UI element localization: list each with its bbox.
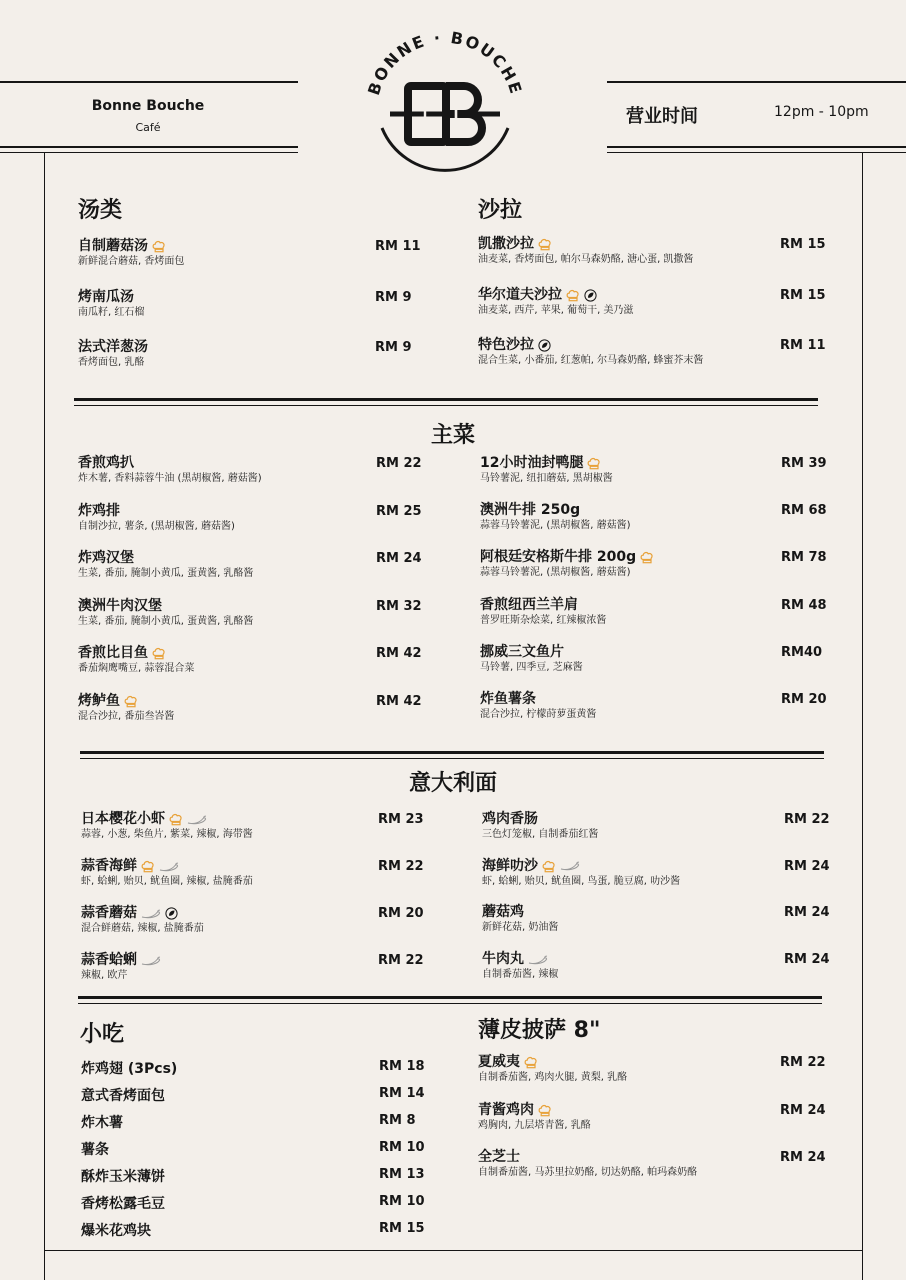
menu-item-price: RM 23: [378, 812, 424, 827]
menu-item-name: 烤鲈鱼: [78, 693, 120, 709]
menu-item: [78, 238, 184, 268]
menu-item: [78, 503, 235, 533]
divider-pasta-top-thin: [80, 758, 824, 759]
menu-item-name: 炸鱼薯条: [480, 691, 536, 707]
menu-item-price: RM 25: [376, 503, 422, 519]
snack-item-name: 香烤松露毛豆: [81, 1196, 165, 1212]
menu-item-name: 自制蘑菇汤: [78, 238, 148, 254]
menu-item-name-row: [78, 339, 148, 356]
header-line-left-top: [0, 81, 298, 83]
menu-item-price: RM 42: [376, 646, 422, 662]
menu-item: [78, 550, 253, 580]
vegetarian-icon: [538, 339, 551, 352]
header-line-right-top: [607, 81, 906, 83]
menu-item: [480, 644, 583, 674]
menu-item-description: 南瓜籽, 红石榴: [78, 306, 145, 318]
menu-item-name-row: [480, 502, 631, 519]
menu-item-price: RM 22: [378, 953, 424, 968]
menu-item-name-row: [480, 549, 654, 566]
chili-icon: [159, 862, 179, 872]
chef-hat-icon: [524, 1056, 538, 1069]
menu-item: [81, 952, 161, 982]
menu-item-price: RM 20: [781, 692, 827, 707]
menu-item-price: RM 20: [378, 906, 424, 921]
menu-item-name: 法式洋葱汤: [78, 339, 148, 355]
menu-item-description: 香烤面包, 乳酪: [78, 357, 145, 368]
menu-item: [78, 455, 262, 485]
pizza-section-title: 薄皮披萨 8": [478, 1018, 601, 1043]
brand-subtitle: Café: [135, 121, 161, 134]
menu-item-name-row: [78, 645, 194, 662]
snack-item-name: 炸木薯: [81, 1115, 123, 1131]
menu-item: [478, 287, 633, 317]
menu-item-name: 蒜香蘑菇: [81, 905, 137, 921]
menu-item-price: RM40: [781, 644, 823, 660]
mains-section-title: 主菜: [430, 423, 475, 448]
menu-item: [78, 289, 144, 319]
menu-item: [482, 904, 558, 934]
hours-label: 营业时间: [626, 106, 698, 127]
frame-right-line: [862, 152, 863, 1280]
menu-item-name-row: [482, 904, 558, 921]
snack-item-name: 酥炸玉米薄饼: [81, 1169, 165, 1185]
menu-item: [480, 549, 654, 579]
chef-hat-icon: [587, 457, 601, 470]
menu-item-name-row: [482, 811, 598, 828]
menu-item-price: RM 22: [378, 859, 424, 874]
menu-item: [78, 645, 194, 675]
brand-name: Bonne Bouche: [91, 98, 205, 114]
menu-item-name: 澳洲牛排 250g: [480, 502, 581, 519]
chili-icon: [187, 815, 207, 825]
divider-mains-top-thin: [74, 405, 818, 406]
menu-item-price: RM 68: [781, 503, 827, 519]
menu-item-name: 香煎纽西兰羊肩: [480, 596, 578, 613]
snack-item-name: 炸鸡翅 (3Pcs): [81, 1061, 178, 1077]
menu-item: [478, 1102, 591, 1132]
divider-snacks-top-thin: [78, 1003, 822, 1004]
menu-item: [81, 905, 204, 935]
menu-item-name-row: [81, 952, 161, 969]
menu-item-name-row: [480, 644, 583, 661]
chef-hat-icon: [640, 551, 654, 564]
menu-item-price: RM 15: [780, 237, 826, 252]
menu-item-name-row: [81, 905, 204, 922]
menu-item-price: RM 42: [376, 694, 422, 709]
menu-item-price: RM 24: [784, 858, 830, 874]
pasta-section-title: 意大利面: [408, 771, 497, 796]
snack-item-price: RM 15: [379, 1221, 425, 1236]
menu-item: [482, 951, 558, 981]
menu-item-description: 新鲜混合蘑菇, 香烤面包: [78, 256, 185, 267]
menu-item-description: 生菜, 番茄, 腌制小黄瓜, 蛋黄酱, 乳酪酱: [78, 568, 254, 580]
snack-item-name: 薯条: [81, 1142, 109, 1158]
menu-item-price: RM 32: [376, 598, 422, 614]
snack-item-price: RM 18: [379, 1059, 425, 1074]
menu-item: [478, 1054, 627, 1084]
menu-item: [81, 858, 253, 888]
menu-item-name-row: [78, 289, 144, 306]
chef-hat-icon: [152, 240, 166, 253]
menu-item: [478, 337, 703, 367]
menu-item-description: 虾, 蛤蜊, 贻贝, 鱿鱼圈, 鸟蛋, 脆豆腐, 叻沙酱: [482, 875, 681, 887]
menu-item: [78, 693, 174, 723]
menu-item: [78, 598, 253, 628]
menu-item-description: 虾, 蛤蜊, 贻贝, 鱿鱼圈, 辣椒, 盐腌番茄: [81, 876, 253, 887]
menu-item-description: 油麦菜, 香烤面包, 帕尔马森奶酪, 溏心蛋, 凯撒酱: [478, 254, 694, 265]
menu-item-name-row: [478, 1054, 627, 1071]
menu-item-price: RM 22: [780, 1055, 826, 1070]
menu-item-description: 生菜, 番茄, 腌制小黄瓜, 蛋黄酱, 乳酪酱: [78, 615, 254, 627]
menu-item-name: 阿根廷安格斯牛排 200g: [480, 549, 637, 566]
menu-item-name: 蒜香海鲜: [81, 858, 137, 874]
menu-item-name: 蒜香蛤蜊: [81, 952, 137, 968]
snack-item-price: RM 13: [379, 1167, 425, 1182]
menu-item-description: 混合鲜蘑菇, 辣椒, 盐腌番茄: [81, 923, 204, 934]
menu-item-name: 青酱鸡肉: [478, 1101, 534, 1118]
menu-item-name-row: [78, 503, 235, 520]
chef-hat-icon: [566, 289, 580, 302]
menu-item-description: 马铃薯, 四季豆, 芝麻酱: [480, 661, 583, 673]
menu-item-name: 香煎比目鱼: [78, 645, 148, 662]
vegetarian-icon: [165, 907, 178, 920]
divider-mains-top: [74, 398, 818, 401]
menu-item-price: RM 9: [375, 289, 412, 305]
snack-item-price: RM 10: [379, 1194, 425, 1209]
menu-item-name: 牛肉丸: [482, 951, 524, 968]
menu-item-name: 凯撒沙拉: [478, 236, 534, 252]
chili-icon: [528, 955, 548, 965]
chili-icon: [141, 909, 161, 919]
menu-item-description: 新鲜花菇, 奶油酱: [482, 922, 559, 934]
menu-item-description: 鸡胸肉, 九层塔青酱, 乳酪: [478, 1119, 591, 1131]
menu-item-name-row: [480, 691, 596, 708]
menu-item-price: RM 15: [780, 287, 826, 303]
menu-item-description: 马铃薯泥, 纽扣蘑菇, 黑胡椒酱: [480, 473, 613, 484]
menu-item-name-row: [482, 951, 558, 968]
menu-item: [480, 691, 596, 721]
frame-left-line: [44, 152, 45, 1280]
chef-hat-icon: [152, 647, 166, 660]
chef-hat-icon: [538, 238, 552, 251]
menu-item-name: 炸鸡排: [78, 502, 120, 519]
menu-item: [478, 1149, 697, 1179]
menu-item-name-row: [81, 811, 253, 828]
menu-item: [478, 236, 693, 266]
menu-item-name-row: [478, 1149, 697, 1166]
header-line-left-bottom: [0, 146, 298, 148]
menu-item-name-row: [478, 287, 633, 304]
menu-item-name-row: [478, 1102, 591, 1119]
menu-item: [482, 858, 680, 888]
menu-item-name: 海鲜叻沙: [482, 857, 538, 874]
chef-hat-icon: [124, 695, 138, 708]
hours-value: 12pm - 10pm: [774, 104, 869, 120]
menu-item-price: RM 24: [780, 1102, 826, 1118]
menu-item-name: 鸡肉香肠: [482, 811, 538, 827]
menu-item-price: RM 24: [784, 905, 830, 921]
menu-item-price: RM 11: [780, 338, 826, 353]
salad-section-title: 沙拉: [478, 198, 523, 223]
menu-item-name-row: [78, 693, 174, 710]
divider-snacks-top: [78, 996, 822, 999]
menu-item-name-row: [78, 455, 262, 472]
menu-item: [480, 502, 631, 532]
menu-item: [78, 339, 148, 369]
menu-item-name-row: [78, 598, 253, 615]
menu-item-name-row: [478, 236, 693, 253]
menu-item-name-row: [478, 337, 703, 354]
logo-arc-text: BONNE · BOUCHE: [364, 27, 526, 98]
menu-item-name-row: [480, 455, 613, 472]
header-line-right-bottom: [607, 146, 906, 148]
snack-item-price: RM 8: [379, 1113, 416, 1128]
menu-item-name-row: [78, 550, 253, 567]
menu-item-description: 混合沙拉, 柠檬莳萝蛋黄酱: [480, 709, 597, 720]
soup-section-title: 汤类: [78, 198, 123, 223]
menu-item: [482, 811, 598, 841]
snack-item-name: 爆米花鸡块: [81, 1223, 151, 1239]
snack-item-name: 意式香烤面包: [81, 1088, 165, 1104]
menu-item-name: 特色沙拉: [478, 337, 534, 353]
menu-item-description: 混合沙拉, 番茄叁峇酱: [78, 711, 175, 722]
chili-icon: [560, 861, 580, 871]
menu-item-description: 混合生菜, 小番茄, 红葱帕, 尔马森奶酪, 蜂蜜芥末酱: [478, 355, 704, 366]
menu-item-description: 三色灯笼椒, 自制番茄红酱: [482, 829, 599, 840]
menu-item-name: 全芝士: [478, 1149, 520, 1165]
menu-item-description: 油麦菜, 西芹, 苹果, 葡萄干, 美乃滋: [478, 304, 634, 316]
menu-item-name: 澳洲牛肉汉堡: [78, 597, 162, 614]
menu-item-name: 华尔道夫沙拉: [478, 286, 562, 303]
chili-icon: [141, 956, 161, 966]
menu-item-name-row: [78, 238, 184, 255]
menu-item-price: RM 22: [784, 812, 830, 827]
menu-item-price: RM 48: [781, 597, 827, 613]
bonne-bouche-logo: [360, 26, 530, 186]
menu-item-name: 挪威三文鱼片: [480, 643, 564, 660]
menu-item-price: RM 78: [781, 550, 827, 566]
menu-item-description: 自制番茄酱, 马苏里拉奶酪, 切达奶酪, 帕玛森奶酪: [478, 1167, 698, 1178]
divider-pasta-top: [80, 751, 824, 754]
menu-item-name-row: [81, 858, 253, 875]
menu-item-price: RM 39: [781, 456, 827, 471]
menu-item-description: 炸木薯, 香料蒜蓉牛油 (黑胡椒酱, 蘑菇酱): [78, 473, 262, 484]
chef-hat-icon: [542, 860, 556, 873]
menu-item-name: 12小时油封鸭腿: [480, 455, 584, 471]
menu-item-price: RM 9: [375, 340, 412, 355]
chef-hat-icon: [169, 813, 183, 826]
frame-bottom-line: [44, 1250, 863, 1251]
menu-item-name: 蘑菇鸡: [482, 904, 524, 921]
menu-item-description: 蒜蓉马铃薯泥, (黑胡椒酱, 蘑菇酱): [480, 567, 631, 579]
menu-item-name-row: [482, 858, 680, 875]
menu-item-name: 香煎鸡扒: [78, 455, 134, 471]
chef-hat-icon: [141, 860, 155, 873]
vegetarian-icon: [584, 289, 597, 302]
menu-item-price: RM 22: [376, 456, 422, 471]
menu-item: [480, 455, 613, 485]
menu-item-description: 自制番茄酱, 辣椒: [482, 969, 559, 981]
menu-item-price: RM 24: [784, 952, 830, 968]
menu-item-price: RM 11: [375, 239, 421, 254]
snack-item-price: RM 10: [379, 1140, 425, 1155]
menu-item-price: RM 24: [376, 551, 422, 567]
menu-item-description: 自制番茄酱, 鸡肉火腿, 黄梨, 乳酪: [478, 1072, 628, 1083]
menu-item-name: 烤南瓜汤: [78, 288, 134, 305]
snacks-section-title: 小吃: [80, 1022, 125, 1047]
menu-item-description: 辣椒, 欧芹: [81, 970, 128, 981]
chef-hat-icon: [538, 1104, 552, 1117]
menu-item: [81, 811, 253, 841]
menu-item: [480, 597, 606, 627]
menu-item-name: 夏威夷: [478, 1054, 520, 1070]
menu-item-description: 自制沙拉, 薯条, (黑胡椒酱, 蘑菇酱): [78, 520, 235, 532]
menu-item-description: 蒜蓉马铃薯泥, (黑胡椒酱, 蘑菇酱): [480, 520, 631, 532]
menu-item-name: 日本樱花小虾: [81, 811, 165, 827]
menu-item-description: 番茄焖鹰嘴豆, 蒜蓉混合菜: [78, 663, 195, 675]
menu-item-name-row: [480, 597, 606, 614]
menu-item-price: RM 24: [780, 1150, 826, 1165]
menu-item-description: 蒜蓉, 小葱, 柴鱼片, 紫菜, 辣椒, 海带酱: [81, 829, 253, 840]
menu-item-description: 普罗旺斯杂烩菜, 红辣椒浓酱: [480, 614, 607, 626]
snack-item-price: RM 14: [379, 1086, 425, 1101]
menu-item-name: 炸鸡汉堡: [78, 550, 134, 567]
